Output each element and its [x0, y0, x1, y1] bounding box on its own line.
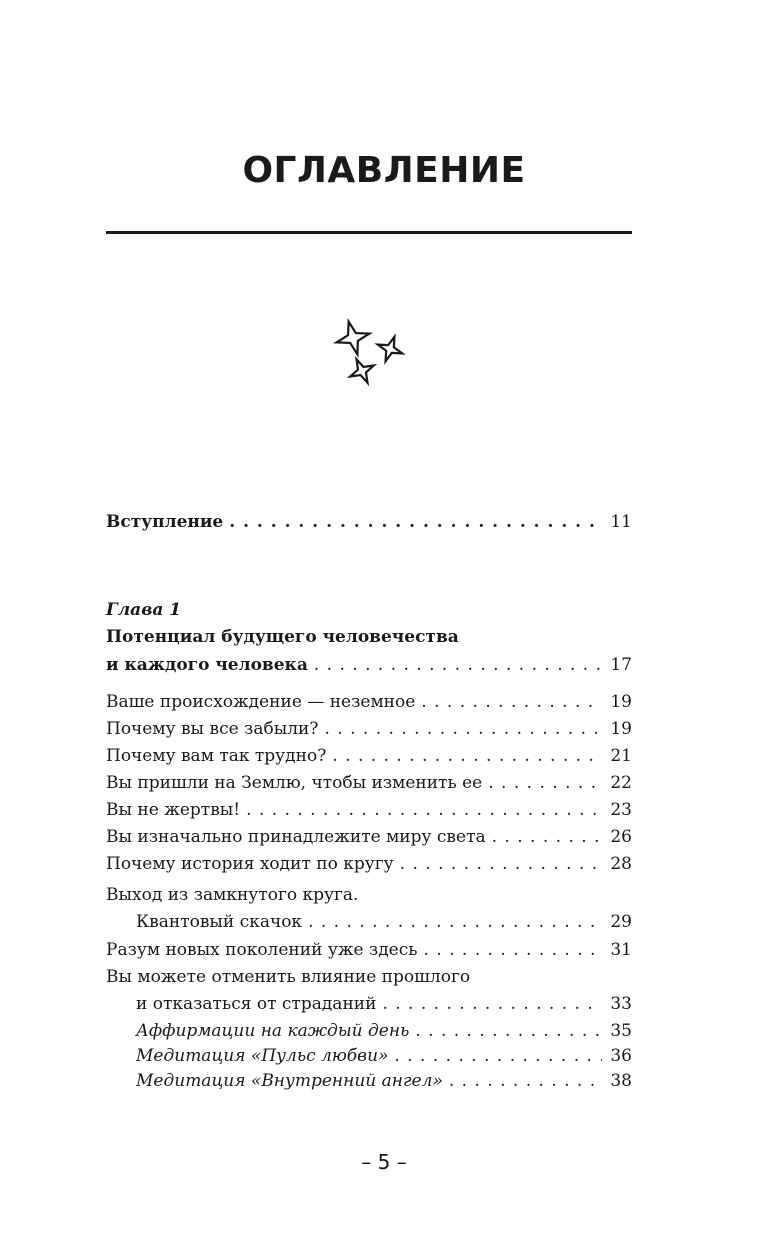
- toc-row[interactable]: [106, 716, 632, 742]
- dot-leader: [449, 1068, 602, 1094]
- toc-row[interactable]: [106, 770, 632, 796]
- toc-row[interactable]: [106, 1068, 632, 1094]
- dot-leader: [324, 716, 602, 742]
- toc-entry-text: Вы не жертвы!: [106, 800, 241, 820]
- toc-page-number: 31: [610, 940, 632, 960]
- toc-row[interactable]: [106, 937, 632, 963]
- dot-leader: [424, 937, 603, 963]
- toc-row[interactable]: [106, 743, 632, 769]
- toc-entry-text: Медитация «Пульс любви»: [136, 1046, 389, 1066]
- stars-ornament-icon: [332, 318, 408, 390]
- chapter-label: Глава 1: [106, 600, 182, 620]
- dot-leader: [492, 824, 602, 850]
- toc-page-number: 21: [610, 746, 632, 766]
- toc-entry-text: Ваше происхождение — неземное: [106, 692, 416, 712]
- toc-row-chapter1[interactable]: [106, 652, 632, 678]
- toc-entry-text: Аффирмации на каждый день: [136, 1021, 410, 1041]
- toc-page-number: 23: [610, 800, 632, 820]
- toc-entry-text: Вы изначально принадлежите миру света: [106, 827, 486, 847]
- toc-entry-text-cont: Квантовый скачок: [136, 912, 303, 932]
- dot-leader: [400, 851, 602, 877]
- page-title: ОГЛАВЛЕНИЕ: [242, 150, 526, 191]
- toc-entry-text: Почему история ходит по кругу: [106, 854, 394, 874]
- dot-leader: [246, 797, 602, 823]
- toc-entry-text: Разум новых поколений уже здесь: [106, 940, 418, 960]
- page-number: – 5 –: [361, 1150, 407, 1174]
- toc-page-number: 22: [610, 773, 632, 793]
- dot-leader: [394, 1043, 602, 1069]
- toc-row[interactable]: [106, 824, 632, 850]
- toc-entry-text-cont: и отказаться от страданий: [136, 994, 377, 1014]
- toc-page-number: 19: [610, 719, 632, 739]
- dot-leader: [314, 652, 602, 678]
- toc-page-number: 29: [610, 912, 632, 932]
- toc-row[interactable]: [106, 797, 632, 823]
- dot-leader: [488, 770, 602, 796]
- chapter-title-cont: и каждого человека: [106, 655, 308, 675]
- dot-leader: [382, 991, 602, 1017]
- toc-page-number: 26: [610, 827, 632, 847]
- toc-page-number: 35: [610, 1021, 632, 1041]
- toc-page-number: 17: [610, 655, 632, 675]
- toc-entry-text: Вы пришли на Землю, чтобы изменить ее: [106, 773, 483, 793]
- toc-entry-text: Почему вам так трудно?: [106, 746, 327, 766]
- title-divider: [106, 231, 632, 234]
- toc-page-number: 33: [610, 994, 632, 1014]
- toc-page-number: 36: [610, 1046, 632, 1066]
- toc-entry-text: Вступление: [106, 512, 224, 532]
- toc-page-number: 11: [610, 512, 632, 532]
- toc-entry-text: Вы можете отменить влияние прошлого: [106, 967, 471, 987]
- dot-leader: [332, 743, 602, 769]
- dot-leader: [308, 909, 602, 935]
- toc-entry-text: Почему вы все забыли?: [106, 719, 319, 739]
- toc-page-number: 19: [610, 692, 632, 712]
- toc-row[interactable]: [106, 851, 632, 877]
- dot-leader: [421, 689, 602, 715]
- toc-entry-text: Выход из замкнутого круга.: [106, 885, 359, 905]
- toc-row[interactable]: [106, 991, 632, 1017]
- chapter-title: Потенциал будущего человечества: [106, 627, 459, 647]
- toc-page-number: 38: [610, 1071, 632, 1091]
- toc-entry-text: Медитация «Внутренний ангел»: [136, 1071, 443, 1091]
- toc-row[interactable]: [106, 1018, 632, 1044]
- toc-row[interactable]: [106, 689, 632, 715]
- dot-leader: [229, 509, 602, 535]
- toc-page-number: 28: [610, 854, 632, 874]
- dot-leader: [415, 1018, 602, 1044]
- toc-row[interactable]: [106, 1043, 632, 1069]
- toc-row-intro[interactable]: [106, 509, 632, 535]
- toc-row[interactable]: [106, 909, 632, 935]
